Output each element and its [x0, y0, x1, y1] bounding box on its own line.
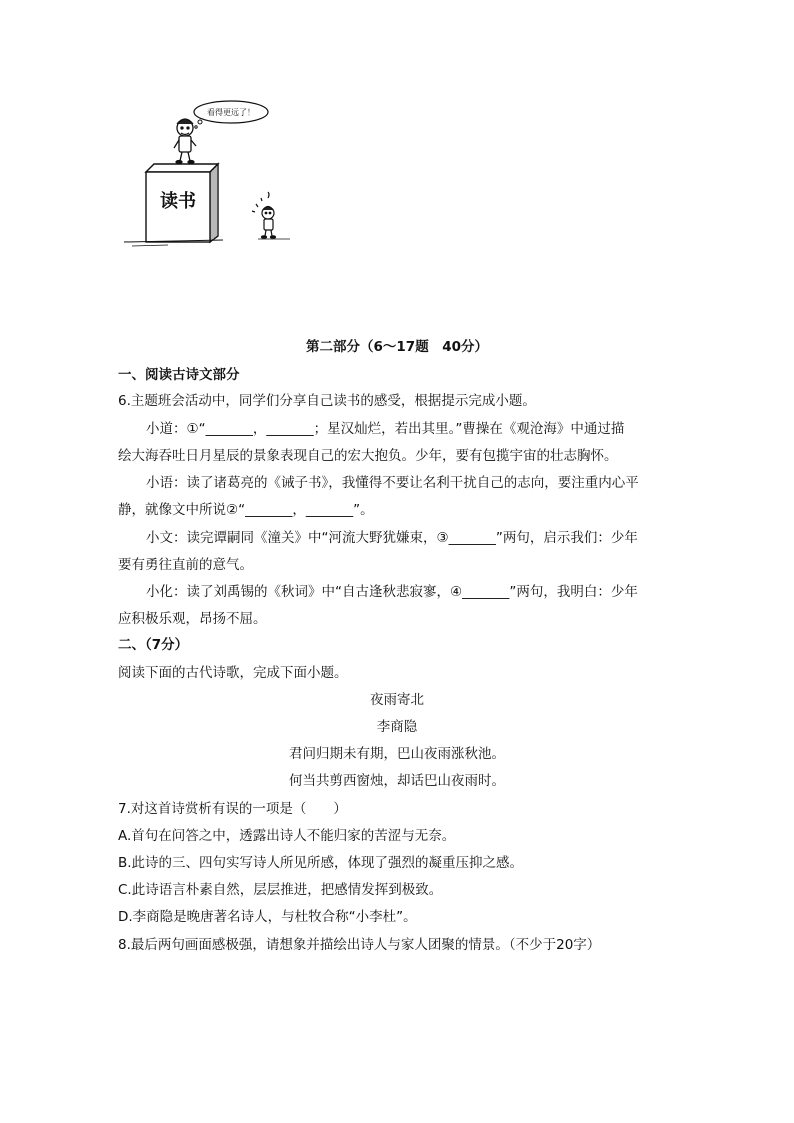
question-7-option-c: C.此诗语言朴素自然，层层推进，把感情发挥到极致。 — [118, 882, 443, 898]
part1-heading: 一、阅读古诗文部分 — [118, 367, 240, 383]
xiaoyu-line-2: 静，就像文中所说②“_______，_______”。 — [118, 502, 374, 518]
xiaowen-line-2: 要有勇往直前的意气。 — [118, 557, 253, 573]
poem-author: 李商隐 — [376, 719, 418, 735]
question-8: 8.最后两句画面感极强，请想象并描绘出诗人与家人团聚的情景。（不少于20字） — [118, 937, 601, 953]
question-7-option-d: D.李商隐是晚唐著名诗人，与杜牧合称“小李杜”。 — [118, 909, 417, 925]
xiaohua-line-2: 应积极乐观，昂扬不屈。 — [118, 611, 267, 627]
question-6: 6.主题班会活动中，同学们分享自己读书的感受，根据提示完成小题。 — [118, 393, 536, 409]
reading-cartoon-illustration — [118, 90, 318, 250]
question-7: 7.对这首诗赏析有误的一项是（ ） — [118, 801, 347, 817]
standing-person-figure — [174, 119, 196, 164]
small-person-figure — [252, 192, 276, 238]
part2-heading: 二、（7分） — [118, 637, 189, 653]
poem-line-2: 何当共剪西窗烛，却话巴山夜雨时。 — [289, 773, 505, 789]
xiaodao-line-1: 小道：①“_______，_______；星汉灿烂，若出其里。”曹操在《观沧海》中通过描 — [146, 421, 625, 437]
xiaohua-line-1: 小化：读了刘禹锡的《秋词》中“自古逢秋悲寂寥，④_______”两句，我明白：少年 — [146, 584, 638, 600]
section-title: 第二部分（6～17题 40分） — [306, 339, 488, 355]
xiaowen-line-1: 小文：读完谭嗣同《潼关》中“河流大野犹嫌束，③_______”两句，启示我们：少年 — [146, 530, 638, 546]
speech-bubble — [194, 101, 268, 128]
speech-bubble-text: 看得更远了！ — [207, 108, 255, 117]
book-label: 读书 — [160, 191, 196, 212]
question-7-option-a: A.首句在问答之中，透露出诗人不能归家的苦涩与无奈。 — [118, 828, 456, 844]
poem-title: 夜雨寄北 — [370, 692, 424, 708]
book-figure — [146, 164, 218, 242]
xiaodao-line-2: 绘大海吞吐日月星辰的景象表现自己的宏大抱负。少年，要有包揽宇宙的壮志胸怀。 — [118, 448, 618, 464]
poem-line-1: 君问归期未有期，巴山夜雨涨秋池。 — [289, 746, 505, 762]
xiaoyu-line-1: 小语：读了诸葛亮的《诫子书》，我懂得不要让名利干扰自己的志向，要注重内心平 — [146, 475, 639, 491]
question-7-option-b: B.此诗的三、四句实写诗人所见所感，体现了强烈的凝重压抑之感。 — [118, 855, 524, 871]
part2-intro: 阅读下面的古代诗歌，完成下面小题。 — [118, 665, 348, 681]
